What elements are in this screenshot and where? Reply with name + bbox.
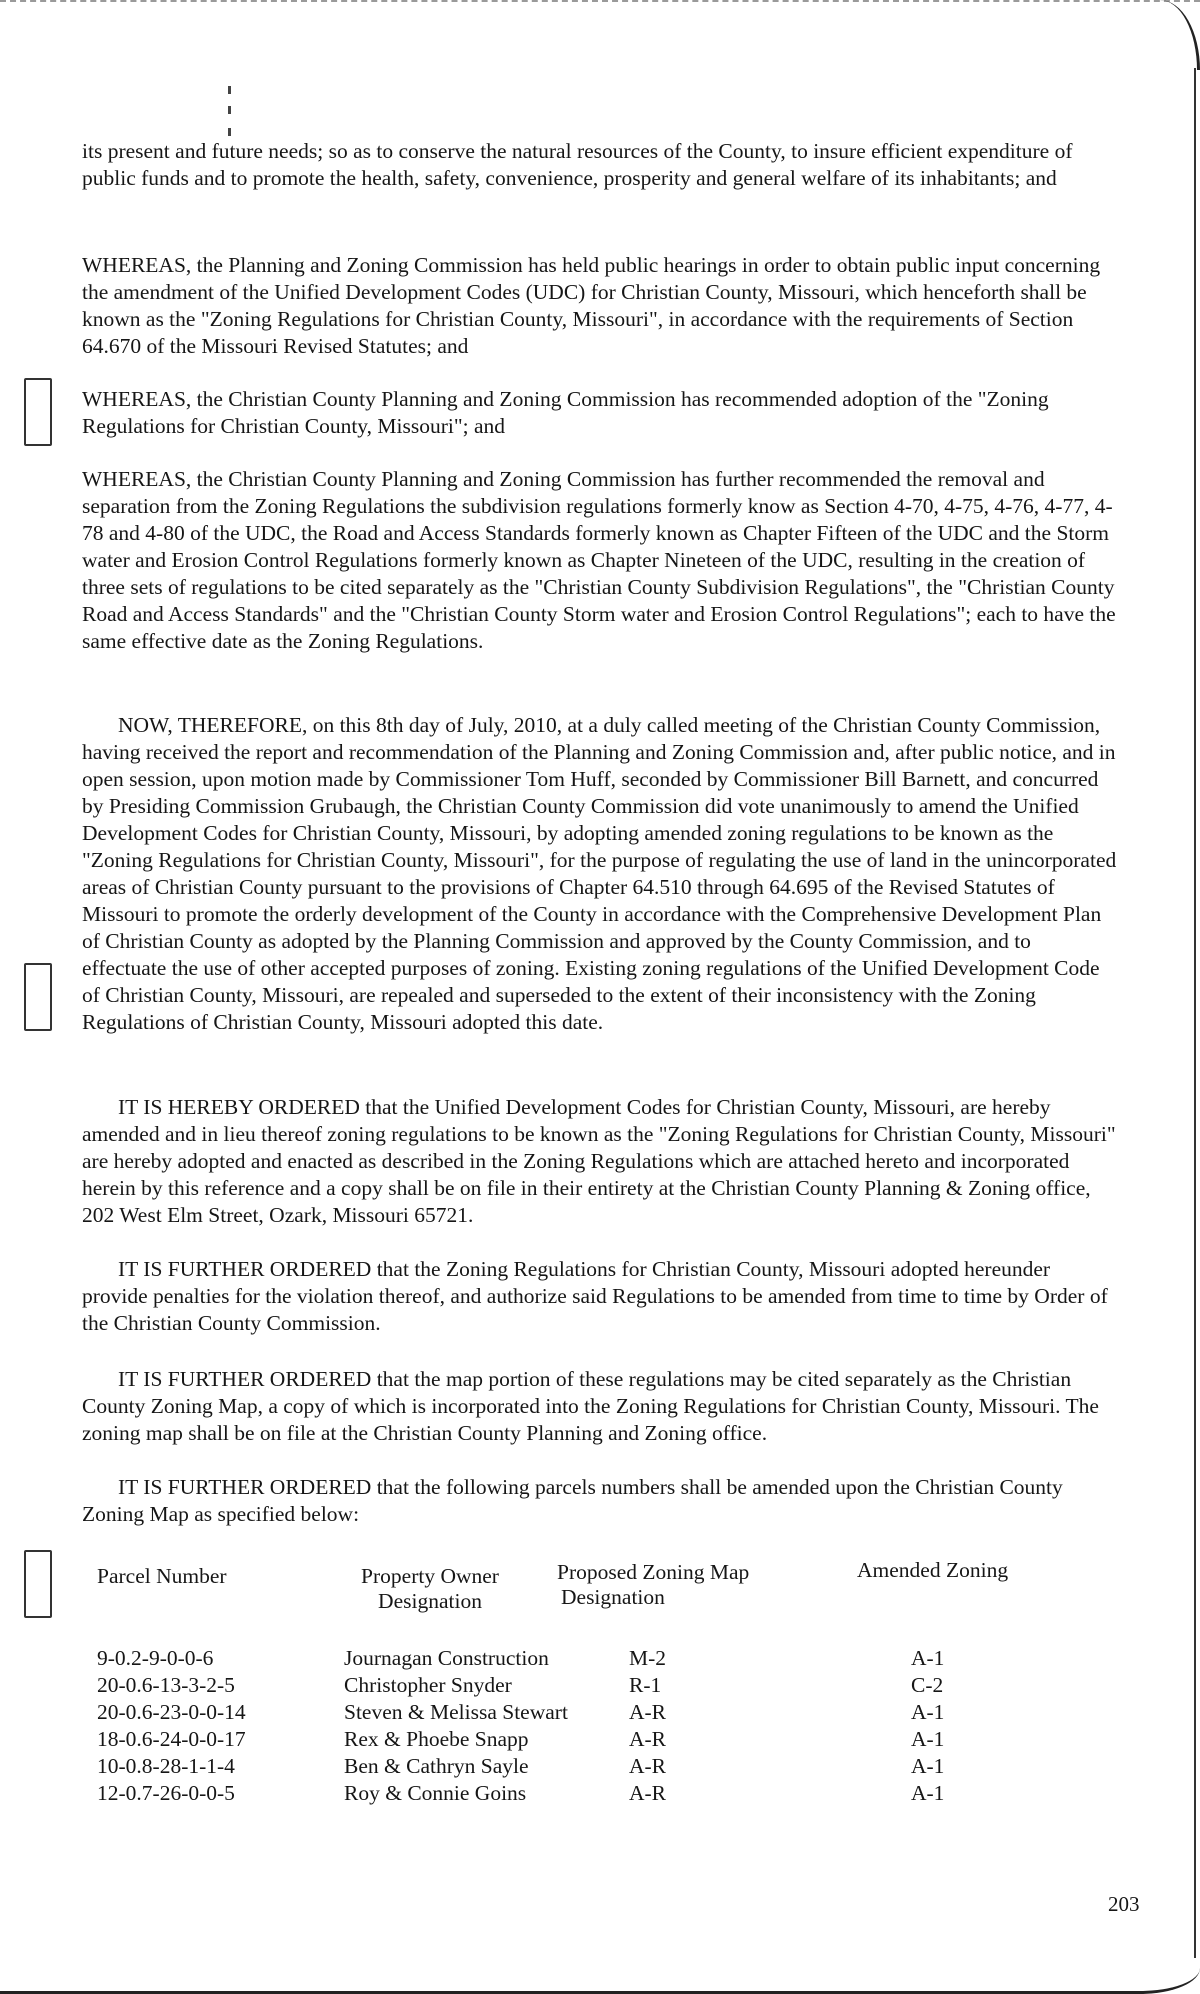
- header-proposed-zoning-line2: Designation: [561, 1585, 665, 1609]
- header-proposed-zoning: [557, 1560, 749, 1610]
- page-corner-curl: [1157, 0, 1200, 70]
- cell-owner: Steven & Melissa Stewart: [344, 1700, 568, 1724]
- binder-hole-mark: [24, 963, 52, 1031]
- cell-amended: A-1: [911, 1781, 945, 1805]
- cell-amended: A-1: [911, 1727, 945, 1751]
- cell-proposed: A-R: [629, 1754, 667, 1778]
- cell-amended: A-1: [911, 1754, 945, 1778]
- cell-proposed: R-1: [629, 1673, 662, 1697]
- cell-proposed: M-2: [629, 1646, 667, 1670]
- cell-owner: Christopher Snyder: [344, 1673, 512, 1697]
- paragraph-hereby-ordered: IT IS HEREBY ORDERED that the Unified Development Codes for Christian County, Missouri, are hereby amended and in lieu thereof zoning regulations to be known as the "Zoning Regulations for Christian County, Missouri" are hereby adopted and enacted as described in the Zoning Regulations which are attached hereto and incorporated herein by this reference and a copy shall be on file in their entirety at the Christian County Planning & Zoning office, 202 West Elm Street, Ozark, Missouri 65721.: [82, 1095, 1116, 1227]
- binder-hole-mark: [24, 378, 52, 446]
- table-row: [82, 1646, 1117, 1674]
- header-property-owner-line2: Designation: [378, 1589, 482, 1613]
- cell-parcel: 20-0.6-13-3-2-5: [97, 1673, 235, 1697]
- cell-amended: C-2: [911, 1673, 944, 1697]
- cell-parcel: 20-0.6-23-0-0-14: [97, 1700, 246, 1724]
- table-row: [82, 1673, 1117, 1701]
- page-right-edge: [1194, 68, 1196, 1958]
- cell-parcel: 18-0.6-24-0-0-17: [97, 1727, 246, 1751]
- cell-owner: Journagan Construction: [344, 1646, 549, 1670]
- header-proposed-zoning-line1: Proposed Zoning Map: [557, 1560, 750, 1584]
- header-property-owner: [340, 1564, 520, 1614]
- cell-owner: Rex & Phoebe Snapp: [344, 1727, 529, 1751]
- paragraph-whereas-removal: WHEREAS, the Christian County Planning and Zoning Commission has further recommended the removal and separation from the Zoning Regulations the subdivision regulations formerly know as Section 4-70, 4-75, 4-76, 4-77, 4-78 and 4-80 of the UDC, the Road and Access Standards formerly known as Chapter Fifteen of the UDC and the Storm water and Erosion Control Regulations formerly known as Chapter Nineteen of the UDC, resulting in the creation of three sets of regulations to be cited separately as the "Christian County Subdivision Regulations", the "Christian County Road and Access Standards" and the "Christian County Storm water and Erosion Control Regulations"; each to have the same effective date as the Zoning Regulations.: [82, 467, 1116, 653]
- table-row: [82, 1781, 1117, 1809]
- cell-amended: A-1: [911, 1646, 945, 1670]
- binder-hole-mark: [24, 1550, 52, 1618]
- scan-mark: [228, 86, 231, 94]
- paragraph-further-ordered-penalties: IT IS FURTHER ORDERED that the Zoning Regulations for Christian County, Missouri adopted hereunder provide penalties for the violation thereof, and authorize said Regulations to be amended from time to time by Order of the Christian County Commission.: [82, 1257, 1108, 1335]
- cell-owner: Ben & Cathryn Sayle: [344, 1754, 529, 1778]
- paragraph-whereas-hearings: WHEREAS, the Planning and Zoning Commission has held public hearings in order to obtain public input concerning the amendment of the Unified Development Codes (UDC) for Christian County, Missouri, which henceforth shall be known as the "Zoning Regulations for Christian County, Missouri", in accordance with the requirements of Section 64.670 of the Missouri Revised Statutes; and: [82, 253, 1101, 358]
- paragraph-further-ordered-parcels: IT IS FURTHER ORDERED that the following parcels numbers shall be amended upon the Christian County Zoning Map as specified below:: [82, 1475, 1063, 1526]
- table-row: [82, 1727, 1117, 1755]
- header-property-owner-line1: Property Owner: [361, 1564, 499, 1588]
- table-row: [82, 1754, 1117, 1782]
- cell-proposed: A-R: [629, 1727, 667, 1751]
- paragraph-now-therefore: NOW, THEREFORE, on this 8th day of July, 2010, at a duly called meeting of the Christian County Commission, having received the report and recommendation of the Planning and Zoning Commission and, after public notice, and in open session, upon motion made by Commissioner Tom Huff, seconded by Commissioner Bill Barnett, and concurred by Presiding Commission Grubaugh, the Christian County Commission did vote unanimously to amend the Unified Development Codes for Christian County, Missouri, by adopting amended zoning regulations to be known as the "Zoning Regulations for Christian County, Missouri", for the purpose of regulating the use of land in the unincorporated areas of Christian County pursuant to the provisions of Chapter 64.510 through 64.695 of the Revised Statutes of Missouri to promote the orderly development of the County in accordance with the Comprehensive Development Plan of Christian County as adopted by the Planning Commission and approved by the County Commission, and to effectuate the use of other accepted purposes of zoning. Existing zoning regulations of the Unified Development Code of Christian County, Missouri, are repealed and superseded to the extent of their inconsistency with the Zoning Regulations of Christian County, Missouri adopted this date.: [82, 713, 1117, 1034]
- page-top-edge: [0, 0, 1200, 6]
- cell-proposed: A-R: [629, 1781, 667, 1805]
- paragraph-further-ordered-map: IT IS FURTHER ORDERED that the map portion of these regulations may be cited separately as the Christian County Zoning Map, a copy of which is incorporated into the Zoning Regulations for Christian County, Missouri. The zoning map shall be on file at the Christian County Planning and Zoning office.: [82, 1367, 1099, 1445]
- cell-parcel: 12-0.7-26-0-0-5: [97, 1781, 235, 1805]
- page-number: 203: [1108, 1892, 1140, 1916]
- cell-parcel: 10-0.8-28-1-1-4: [97, 1754, 235, 1778]
- cell-parcel: 9-0.2-9-0-0-6: [97, 1646, 214, 1670]
- scan-mark: [228, 106, 231, 114]
- header-amended-zoning: Amended Zoning: [857, 1558, 1009, 1582]
- cell-proposed: A-R: [629, 1700, 667, 1724]
- scan-mark: [228, 128, 231, 136]
- page-bottom-edge: [0, 1965, 1200, 1994]
- table-row: [82, 1700, 1117, 1728]
- cell-amended: A-1: [911, 1700, 945, 1724]
- header-parcel-number: Parcel Number: [97, 1564, 227, 1588]
- paragraph-whereas-recommended: WHEREAS, the Christian County Planning and Zoning Commission has recommended adoption of the "Zoning Regulations for Christian County, Missouri"; and: [82, 387, 1049, 438]
- paragraph-continuation: its present and future needs; so as to conserve the natural resources of the County, to insure efficient expenditure of public funds and to promote the health, safety, convenience, prosperity and general welfare of its inhabitants; and: [82, 139, 1073, 190]
- cell-owner: Roy & Connie Goins: [344, 1781, 527, 1805]
